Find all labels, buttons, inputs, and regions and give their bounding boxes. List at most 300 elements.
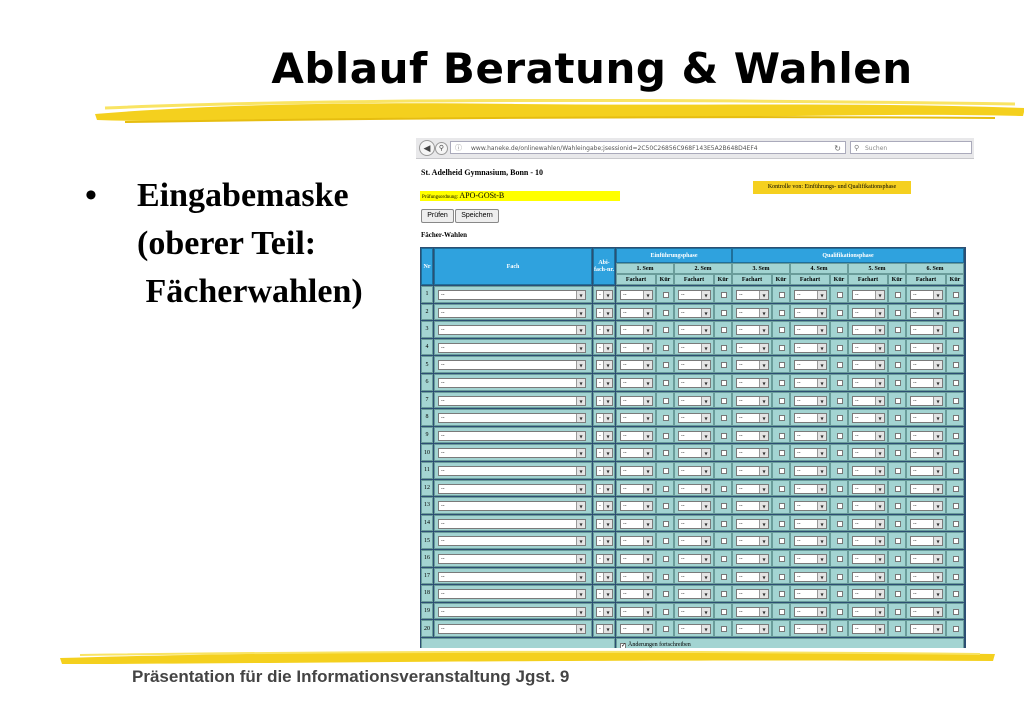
kuer-checkbox[interactable] bbox=[837, 626, 843, 632]
fachart-select[interactable] bbox=[852, 607, 885, 617]
fachart-select[interactable] bbox=[910, 554, 943, 564]
kuer-checkbox[interactable] bbox=[953, 292, 959, 298]
fachart-select[interactable] bbox=[678, 325, 711, 335]
fach-select-value: -- bbox=[441, 538, 445, 545]
abifach-select[interactable] bbox=[596, 413, 613, 423]
fachart-cell bbox=[674, 374, 714, 391]
fachart-select[interactable] bbox=[852, 325, 885, 335]
fachart-select[interactable] bbox=[910, 325, 943, 335]
fachart-select[interactable] bbox=[736, 624, 769, 634]
kuer-checkbox[interactable] bbox=[663, 433, 669, 439]
fachart-select[interactable] bbox=[852, 484, 885, 494]
kuer-checkbox[interactable] bbox=[895, 433, 901, 439]
kuer-checkbox[interactable] bbox=[953, 591, 959, 597]
kuer-checkbox[interactable] bbox=[895, 380, 901, 386]
kuer-checkbox[interactable] bbox=[953, 503, 959, 509]
browser-search-input[interactable] bbox=[850, 141, 972, 154]
kuer-checkbox[interactable] bbox=[953, 380, 959, 386]
fachart-select[interactable] bbox=[794, 378, 827, 388]
kuer-checkbox[interactable] bbox=[663, 609, 669, 615]
kuer-checkbox[interactable] bbox=[953, 468, 959, 474]
abifach-select[interactable] bbox=[596, 396, 613, 406]
kuer-checkbox[interactable] bbox=[663, 556, 669, 562]
abifach-select[interactable] bbox=[596, 378, 613, 388]
kuer-checkbox[interactable] bbox=[721, 486, 727, 492]
back-arrow-icon[interactable]: ◀ bbox=[419, 140, 435, 156]
fachart-select[interactable] bbox=[910, 448, 943, 458]
kuer-checkbox[interactable] bbox=[837, 591, 843, 597]
kuer-checkbox[interactable] bbox=[779, 433, 785, 439]
abifach-select[interactable] bbox=[596, 554, 613, 564]
fach-select[interactable] bbox=[438, 624, 586, 634]
fachart-select[interactable] bbox=[736, 536, 769, 546]
kuer-checkbox[interactable] bbox=[779, 415, 785, 421]
pruefen-button[interactable]: Prüfen bbox=[421, 209, 454, 223]
fachart-select[interactable] bbox=[736, 413, 769, 423]
fachart-select[interactable] bbox=[620, 378, 653, 388]
fach-select[interactable] bbox=[438, 448, 586, 458]
fachart-select[interactable] bbox=[852, 308, 885, 318]
kuer-checkbox[interactable] bbox=[721, 327, 727, 333]
kuer-checkbox[interactable] bbox=[895, 468, 901, 474]
fachart-select[interactable] bbox=[620, 360, 653, 370]
kuer-checkbox[interactable] bbox=[953, 556, 959, 562]
fach-select[interactable] bbox=[438, 536, 586, 546]
kuer-checkbox[interactable] bbox=[895, 362, 901, 368]
fachart-select[interactable] bbox=[620, 343, 653, 353]
fachart-select[interactable] bbox=[910, 431, 943, 441]
fachart-select[interactable] bbox=[678, 396, 711, 406]
fachart-select[interactable] bbox=[852, 501, 885, 511]
abifach-select[interactable] bbox=[596, 343, 613, 353]
fachart-select[interactable] bbox=[910, 378, 943, 388]
kuer-checkbox[interactable] bbox=[663, 468, 669, 474]
kuer-checkbox[interactable] bbox=[895, 609, 901, 615]
fachart-select[interactable] bbox=[620, 589, 653, 599]
kuer-checkbox[interactable] bbox=[663, 574, 669, 580]
kuer-checkbox[interactable] bbox=[779, 591, 785, 597]
kuer-checkbox[interactable] bbox=[663, 591, 669, 597]
kuer-checkbox[interactable] bbox=[721, 433, 727, 439]
kuer-checkbox[interactable] bbox=[779, 398, 785, 404]
kuer-checkbox[interactable] bbox=[837, 574, 843, 580]
fachart-select[interactable] bbox=[678, 378, 711, 388]
fachart-select[interactable] bbox=[794, 413, 827, 423]
abifach-select[interactable] bbox=[596, 572, 613, 582]
fachart-select[interactable] bbox=[910, 290, 943, 300]
fachart-select[interactable] bbox=[910, 536, 943, 546]
fachart-select[interactable] bbox=[794, 572, 827, 582]
fachart-select[interactable] bbox=[910, 308, 943, 318]
kuer-checkbox[interactable] bbox=[779, 574, 785, 580]
kuer-cell bbox=[714, 480, 732, 497]
fach-select[interactable] bbox=[438, 554, 586, 564]
fachart-select[interactable] bbox=[794, 308, 827, 318]
kuer-checkbox[interactable] bbox=[953, 450, 959, 456]
kuer-checkbox[interactable] bbox=[953, 310, 959, 316]
kuer-checkbox[interactable] bbox=[895, 574, 901, 580]
fach-select[interactable] bbox=[438, 607, 586, 617]
fachart-select[interactable] bbox=[620, 536, 653, 546]
kuer-checkbox[interactable] bbox=[953, 345, 959, 351]
kuer-checkbox[interactable] bbox=[721, 292, 727, 298]
fachart-select[interactable] bbox=[852, 572, 885, 582]
kuer-checkbox[interactable] bbox=[721, 398, 727, 404]
fachart-select[interactable] bbox=[910, 484, 943, 494]
kuer-checkbox[interactable] bbox=[779, 556, 785, 562]
kuer-checkbox[interactable] bbox=[837, 486, 843, 492]
fachart-select[interactable] bbox=[794, 360, 827, 370]
abifach-select[interactable] bbox=[596, 325, 613, 335]
speichern-button[interactable]: Speichern bbox=[455, 209, 499, 223]
fachart-cell bbox=[674, 462, 714, 479]
fachart-select[interactable] bbox=[620, 431, 653, 441]
fachart-select[interactable] bbox=[736, 484, 769, 494]
fachart-select[interactable] bbox=[910, 413, 943, 423]
fach-select[interactable] bbox=[438, 360, 586, 370]
fachart-select[interactable] bbox=[852, 519, 885, 529]
abifach-select[interactable] bbox=[596, 290, 613, 300]
fachart-select[interactable] bbox=[678, 413, 711, 423]
fachart-select[interactable] bbox=[678, 343, 711, 353]
abifach-select[interactable] bbox=[596, 536, 613, 546]
chevron-down-icon: ▼ bbox=[603, 326, 612, 334]
kuer-checkbox[interactable] bbox=[953, 362, 959, 368]
kuer-checkbox[interactable] bbox=[663, 521, 669, 527]
abifach-select[interactable] bbox=[596, 519, 613, 529]
kuer-checkbox[interactable] bbox=[895, 415, 901, 421]
fachart-select[interactable] bbox=[736, 431, 769, 441]
fachart-select[interactable] bbox=[678, 308, 711, 318]
fachart-select[interactable] bbox=[852, 448, 885, 458]
fachart-select[interactable] bbox=[620, 572, 653, 582]
fachart-select[interactable] bbox=[852, 290, 885, 300]
fachart-select[interactable] bbox=[736, 572, 769, 582]
abifach-select[interactable] bbox=[596, 501, 613, 511]
kuer-checkbox[interactable] bbox=[721, 591, 727, 597]
fachart-select-value: -- bbox=[623, 468, 627, 474]
kuer-checkbox[interactable] bbox=[663, 398, 669, 404]
fach-select[interactable] bbox=[438, 501, 586, 511]
kuer-checkbox[interactable] bbox=[837, 415, 843, 421]
kuer-checkbox[interactable] bbox=[721, 538, 727, 544]
kuer-checkbox[interactable] bbox=[837, 310, 843, 316]
fach-select[interactable] bbox=[438, 519, 586, 529]
fachart-select[interactable] bbox=[678, 466, 711, 476]
fachart-select[interactable] bbox=[620, 466, 653, 476]
kuer-checkbox[interactable] bbox=[837, 450, 843, 456]
kuer-checkbox[interactable] bbox=[663, 310, 669, 316]
kuer-checkbox[interactable] bbox=[895, 591, 901, 597]
kuer-checkbox[interactable] bbox=[721, 310, 727, 316]
abifach-select[interactable] bbox=[596, 607, 613, 617]
abifach-select[interactable] bbox=[596, 431, 613, 441]
kuer-checkbox[interactable] bbox=[779, 380, 785, 386]
kuer-checkbox[interactable] bbox=[779, 292, 785, 298]
fachart-select[interactable] bbox=[678, 360, 711, 370]
kuer-checkbox[interactable] bbox=[837, 468, 843, 474]
kuer-checkbox[interactable] bbox=[953, 415, 959, 421]
fachart-select[interactable] bbox=[852, 589, 885, 599]
reload-icon[interactable]: ↻ bbox=[834, 144, 841, 153]
fachart-select[interactable] bbox=[794, 501, 827, 511]
fachart-select[interactable] bbox=[678, 536, 711, 546]
kuer-checkbox[interactable] bbox=[663, 538, 669, 544]
fachart-select[interactable] bbox=[910, 396, 943, 406]
fachart-select[interactable] bbox=[678, 624, 711, 634]
kuer-checkbox[interactable] bbox=[895, 292, 901, 298]
kuer-checkbox[interactable] bbox=[895, 398, 901, 404]
kuer-checkbox[interactable] bbox=[721, 503, 727, 509]
fachart-select[interactable] bbox=[678, 290, 711, 300]
fachart-select[interactable] bbox=[678, 607, 711, 617]
kuer-checkbox[interactable] bbox=[837, 556, 843, 562]
kuer-checkbox[interactable] bbox=[721, 415, 727, 421]
fachart-select[interactable] bbox=[678, 572, 711, 582]
kuer-checkbox[interactable] bbox=[953, 521, 959, 527]
fachart-select[interactable] bbox=[620, 554, 653, 564]
fach-select[interactable] bbox=[438, 396, 586, 406]
abifach-select[interactable] bbox=[596, 308, 613, 318]
fachart-select[interactable] bbox=[678, 519, 711, 529]
kuer-checkbox[interactable] bbox=[953, 626, 959, 632]
kuer-checkbox[interactable] bbox=[895, 626, 901, 632]
fachart-select[interactable] bbox=[736, 501, 769, 511]
kuer-checkbox[interactable] bbox=[895, 345, 901, 351]
kuer-checkbox[interactable] bbox=[663, 327, 669, 333]
kuer-checkbox[interactable] bbox=[837, 380, 843, 386]
kuer-checkbox[interactable] bbox=[721, 450, 727, 456]
fachart-select[interactable] bbox=[678, 554, 711, 564]
fachart-select[interactable] bbox=[736, 589, 769, 599]
kuer-checkbox[interactable] bbox=[837, 521, 843, 527]
fachart-cell bbox=[674, 286, 714, 303]
abifach-select[interactable] bbox=[596, 624, 613, 634]
kuer-checkbox[interactable] bbox=[837, 503, 843, 509]
fachart-select[interactable] bbox=[852, 431, 885, 441]
kuer-checkbox[interactable] bbox=[837, 292, 843, 298]
fachart-select[interactable] bbox=[794, 607, 827, 617]
address-bar[interactable] bbox=[450, 141, 846, 154]
fachart-select[interactable] bbox=[910, 466, 943, 476]
fachart-select[interactable] bbox=[910, 624, 943, 634]
fachart-select[interactable] bbox=[620, 448, 653, 458]
fachart-select[interactable] bbox=[910, 572, 943, 582]
fachart-select[interactable] bbox=[794, 448, 827, 458]
aenderungen-checkbox[interactable]: ✓ bbox=[621, 643, 627, 648]
fachart-select[interactable] bbox=[852, 343, 885, 353]
kuer-checkbox[interactable] bbox=[779, 362, 785, 368]
kuer-checkbox[interactable] bbox=[663, 380, 669, 386]
kuer-checkbox[interactable] bbox=[663, 503, 669, 509]
fachart-select[interactable] bbox=[794, 325, 827, 335]
fachart-select[interactable] bbox=[736, 607, 769, 617]
fachart-select[interactable] bbox=[620, 607, 653, 617]
kuer-checkbox[interactable] bbox=[721, 362, 727, 368]
fach-select[interactable] bbox=[438, 308, 586, 318]
fach-select[interactable] bbox=[438, 466, 586, 476]
fachart-select-value: -- bbox=[855, 450, 859, 457]
kuer-checkbox[interactable] bbox=[953, 433, 959, 439]
fachart-select[interactable] bbox=[794, 466, 827, 476]
fachart-select[interactable] bbox=[852, 360, 885, 370]
fachart-select[interactable] bbox=[678, 501, 711, 511]
kuer-checkbox[interactable] bbox=[663, 292, 669, 298]
abifach-select[interactable] bbox=[596, 589, 613, 599]
fachart-select[interactable] bbox=[736, 308, 769, 318]
fachart-select[interactable] bbox=[794, 554, 827, 564]
fachart-select[interactable] bbox=[852, 624, 885, 634]
fachart-select[interactable] bbox=[678, 448, 711, 458]
kuer-checkbox[interactable] bbox=[953, 609, 959, 615]
fachart-select[interactable] bbox=[910, 501, 943, 511]
fachart-select[interactable] bbox=[852, 466, 885, 476]
kuer-checkbox[interactable] bbox=[895, 503, 901, 509]
kuer-checkbox[interactable] bbox=[663, 486, 669, 492]
fachart-select[interactable] bbox=[736, 396, 769, 406]
fachart-select[interactable] bbox=[910, 519, 943, 529]
fachart-select[interactable] bbox=[736, 343, 769, 353]
fachart-select[interactable] bbox=[736, 290, 769, 300]
kuer-checkbox[interactable] bbox=[721, 626, 727, 632]
fachart-select[interactable] bbox=[794, 484, 827, 494]
kuer-checkbox[interactable] bbox=[779, 538, 785, 544]
kuer-checkbox[interactable] bbox=[953, 398, 959, 404]
kuer-checkbox[interactable] bbox=[663, 415, 669, 421]
fach-select[interactable] bbox=[438, 343, 586, 353]
fachart-select[interactable] bbox=[736, 360, 769, 370]
fach-select-value: -- bbox=[441, 626, 445, 633]
fachart-select[interactable] bbox=[736, 466, 769, 476]
fachart-select[interactable] bbox=[736, 378, 769, 388]
fachart-select[interactable] bbox=[910, 360, 943, 370]
kuer-checkbox[interactable] bbox=[779, 609, 785, 615]
kuer-checkbox[interactable] bbox=[779, 468, 785, 474]
abifach-cell bbox=[593, 409, 615, 426]
fachart-select[interactable] bbox=[910, 343, 943, 353]
fachart-select[interactable] bbox=[620, 413, 653, 423]
fach-select[interactable] bbox=[438, 484, 586, 494]
fach-select[interactable] bbox=[438, 431, 586, 441]
fachart-select[interactable] bbox=[794, 519, 827, 529]
kuer-checkbox[interactable] bbox=[895, 486, 901, 492]
kuer-checkbox[interactable] bbox=[779, 486, 785, 492]
kuer-checkbox[interactable] bbox=[663, 362, 669, 368]
kuer-checkbox[interactable] bbox=[895, 521, 901, 527]
fachart-select[interactable] bbox=[852, 378, 885, 388]
kuer-checkbox[interactable] bbox=[895, 310, 901, 316]
kuer-checkbox[interactable] bbox=[837, 362, 843, 368]
kuer-checkbox[interactable] bbox=[779, 345, 785, 351]
fachart-select[interactable] bbox=[736, 448, 769, 458]
fachart-select[interactable] bbox=[794, 290, 827, 300]
fachart-select[interactable] bbox=[620, 519, 653, 529]
fachart-select[interactable] bbox=[678, 589, 711, 599]
fachart-select[interactable] bbox=[736, 325, 769, 335]
abifach-select[interactable] bbox=[596, 466, 613, 476]
fachart-select[interactable] bbox=[620, 624, 653, 634]
fachart-select[interactable] bbox=[852, 413, 885, 423]
kuer-checkbox[interactable] bbox=[953, 327, 959, 333]
kuer-checkbox[interactable] bbox=[953, 486, 959, 492]
kuer-checkbox[interactable] bbox=[721, 556, 727, 562]
fachart-select[interactable] bbox=[620, 308, 653, 318]
fachart-select[interactable] bbox=[620, 396, 653, 406]
row-number: 6 bbox=[421, 374, 433, 391]
fachart-select[interactable] bbox=[736, 554, 769, 564]
kuer-checkbox[interactable] bbox=[721, 468, 727, 474]
fachart-select[interactable] bbox=[678, 484, 711, 494]
kuer-checkbox[interactable] bbox=[779, 310, 785, 316]
fachart-select[interactable] bbox=[852, 554, 885, 564]
fach-select[interactable] bbox=[438, 589, 586, 599]
fachart-select[interactable] bbox=[736, 519, 769, 529]
kuer-checkbox[interactable] bbox=[895, 450, 901, 456]
fachart-select[interactable] bbox=[794, 396, 827, 406]
kuer-checkbox[interactable] bbox=[895, 556, 901, 562]
kuer-checkbox[interactable] bbox=[663, 450, 669, 456]
kuer-checkbox[interactable] bbox=[779, 521, 785, 527]
kuer-checkbox[interactable] bbox=[895, 327, 901, 333]
kuer-checkbox[interactable] bbox=[953, 574, 959, 580]
fachart-select[interactable] bbox=[910, 589, 943, 599]
fachart-select[interactable] bbox=[794, 431, 827, 441]
kuer-cell bbox=[830, 480, 848, 497]
kuer-checkbox[interactable] bbox=[837, 398, 843, 404]
kuer-checkbox[interactable] bbox=[721, 521, 727, 527]
abifach-select[interactable] bbox=[596, 448, 613, 458]
kuer-checkbox[interactable] bbox=[837, 433, 843, 439]
kuer-checkbox[interactable] bbox=[779, 450, 785, 456]
kuer-checkbox[interactable] bbox=[953, 538, 959, 544]
kuer-checkbox[interactable] bbox=[663, 626, 669, 632]
abifach-select[interactable] bbox=[596, 484, 613, 494]
fach-select[interactable] bbox=[438, 290, 586, 300]
pruefungsordnung-value: APO-GOSt-B bbox=[459, 191, 505, 200]
fachart-select[interactable] bbox=[620, 501, 653, 511]
kuer-checkbox[interactable] bbox=[779, 327, 785, 333]
kuer-checkbox[interactable] bbox=[895, 538, 901, 544]
fachart-select[interactable] bbox=[794, 536, 827, 546]
kuer-checkbox[interactable] bbox=[779, 626, 785, 632]
fach-select[interactable] bbox=[438, 572, 586, 582]
fachart-select[interactable] bbox=[678, 431, 711, 441]
fachart-select[interactable] bbox=[620, 290, 653, 300]
fachart-select[interactable] bbox=[794, 589, 827, 599]
fach-select[interactable] bbox=[438, 413, 586, 423]
abifach-select[interactable] bbox=[596, 360, 613, 370]
kuer-checkbox[interactable] bbox=[837, 538, 843, 544]
fachart-select[interactable] bbox=[910, 607, 943, 617]
fachart-select[interactable] bbox=[794, 624, 827, 634]
kuer-checkbox[interactable] bbox=[721, 574, 727, 580]
fachart-select[interactable] bbox=[620, 484, 653, 494]
kuer-checkbox[interactable] bbox=[721, 380, 727, 386]
kuer-checkbox[interactable] bbox=[721, 345, 727, 351]
kuer-checkbox[interactable] bbox=[837, 609, 843, 615]
kuer-checkbox[interactable] bbox=[837, 345, 843, 351]
fachart-select[interactable] bbox=[852, 396, 885, 406]
fachart-select[interactable] bbox=[620, 325, 653, 335]
fachart-select[interactable] bbox=[794, 343, 827, 353]
fachart-select[interactable] bbox=[852, 536, 885, 546]
fach-select[interactable] bbox=[438, 325, 586, 335]
fach-select[interactable] bbox=[438, 378, 586, 388]
kuer-checkbox[interactable] bbox=[779, 503, 785, 509]
kuer-checkbox[interactable] bbox=[663, 345, 669, 351]
kuer-checkbox[interactable] bbox=[721, 609, 727, 615]
kuer-checkbox[interactable] bbox=[837, 327, 843, 333]
